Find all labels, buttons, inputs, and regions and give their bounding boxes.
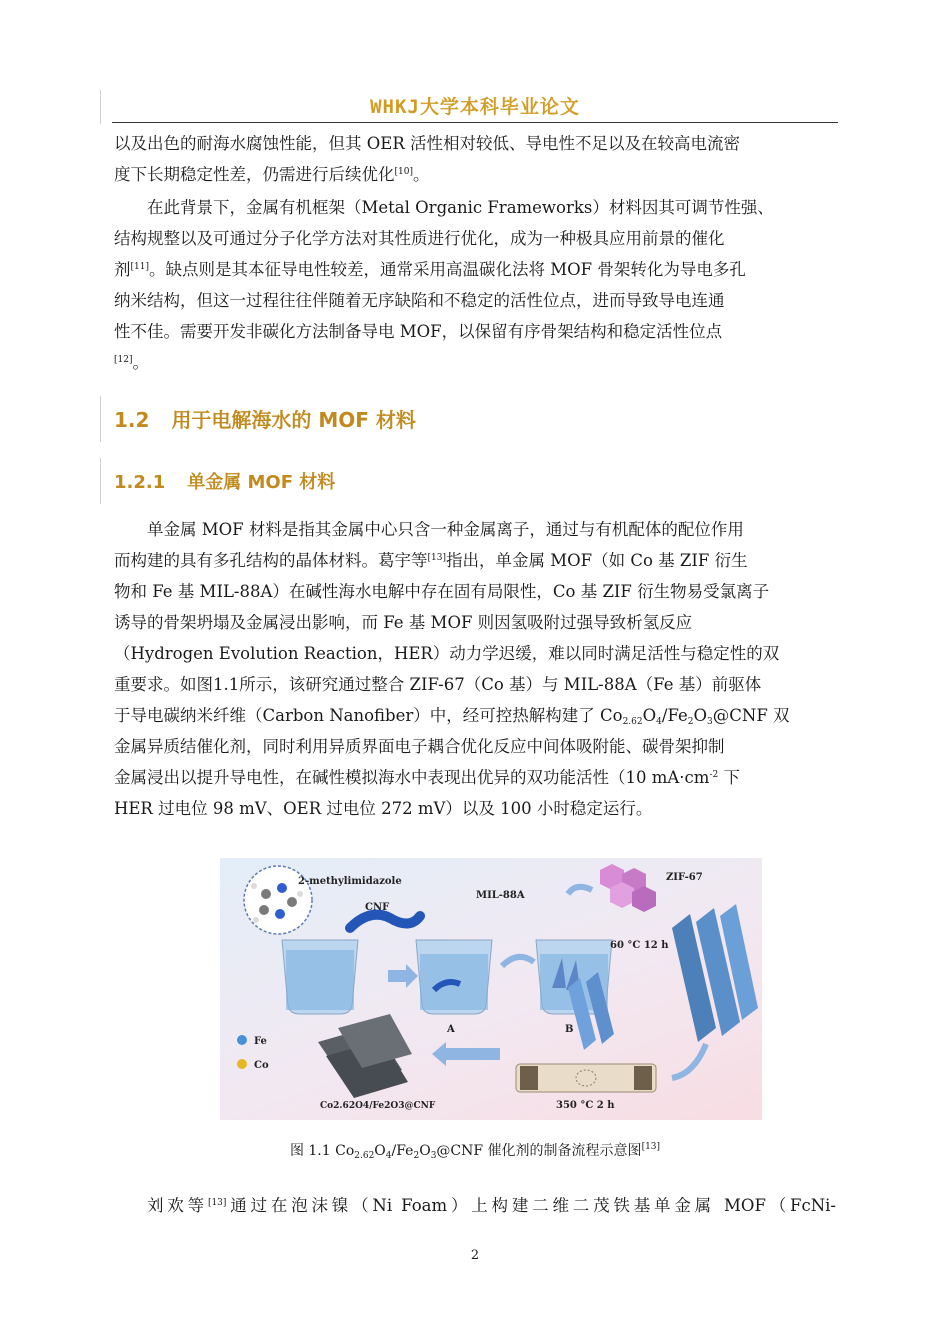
label-b: B <box>565 1024 574 1035</box>
subscript: 4 <box>385 1151 392 1161</box>
text: 以及出色的耐海水腐蚀性能，但其 OER 活性相对较低、导电性不足以及在较高电流密 <box>114 134 740 153</box>
margin-tick <box>100 90 101 124</box>
citation: [10] <box>394 167 413 177</box>
subscript: 3 <box>430 1151 437 1161</box>
text: 指出，单金属 MOF（如 Co 基 ZIF 衍生 <box>445 551 748 570</box>
page-header <box>112 92 838 123</box>
paragraph <box>114 128 836 190</box>
product-label: Co2.62O4/Fe2O3@CNF <box>320 1101 436 1111</box>
text: 。 <box>412 165 430 184</box>
temp1-label: 60 °C 12 h <box>610 940 669 951</box>
section-number: 1.2 <box>114 408 150 432</box>
text-line <box>114 762 836 793</box>
text: 结构规整以及可通过分子化学方法对其性质进行优化，成为一种极具应用前景的催化 <box>114 229 725 248</box>
methylimidazole-label: 2-methylimidazole <box>298 876 402 887</box>
text-line <box>114 254 836 285</box>
text-line <box>114 223 836 254</box>
text-line <box>114 285 836 316</box>
citation: [13] <box>207 1198 227 1208</box>
tube-furnace <box>516 1064 656 1092</box>
text-line <box>114 607 836 638</box>
fe-label: Fe <box>254 1036 267 1047</box>
beaker-1 <box>282 940 358 1014</box>
text: 下 <box>718 768 740 787</box>
margin-tick <box>100 396 101 442</box>
text-line <box>114 731 836 762</box>
text-line <box>114 545 836 576</box>
text: 剂 <box>114 260 131 279</box>
text: HER 过电位 98 mV、OER 过电位 272 mV）以及 100 小时稳定运行。 <box>114 799 653 818</box>
section-heading <box>114 404 416 433</box>
text-line <box>114 1190 836 1221</box>
text: 单金属 MOF 材料是指其金属中心只含一种金属离子，通过与有机配体的配位作用 <box>147 520 744 539</box>
subscript: 2.62 <box>354 1151 375 1161</box>
text-line <box>114 159 836 190</box>
text: O <box>693 706 708 725</box>
paragraph <box>114 192 836 378</box>
text-line <box>114 669 836 700</box>
citation: [12] <box>114 355 133 365</box>
figure-illustration <box>220 858 762 1120</box>
figure-1-1 <box>220 858 762 1120</box>
co-marker <box>237 1059 247 1069</box>
text: 纳米结构，但这一过程往往伴随着无序缺陷和不稳定的活性位点，进而导致导电连通 <box>114 291 725 310</box>
text: 度下长期稳定性差，仍需进行后续优化 <box>114 165 395 184</box>
text: O <box>374 1143 386 1159</box>
text: O <box>642 706 657 725</box>
text: 于导电碳纳米纤维（Carbon Nanofiber）中，经可控热解构建了 Co <box>114 706 623 725</box>
subscript: 2 <box>687 717 694 727</box>
text: O <box>419 1143 431 1159</box>
text: 物和 Fe 基 MIL-88A）在碱性海水电解中存在固有局限性，Co 基 ZIF 衍生物易受氯离子 <box>114 582 770 601</box>
subscript: 3 <box>707 717 713 727</box>
subscript: 2 <box>413 1151 420 1161</box>
cnf-label: CNF <box>365 902 390 913</box>
arrow-icon <box>568 887 592 894</box>
arrow-icon <box>388 964 418 988</box>
text: 在此背景下，金属有机框架（Metal Organic Frameworks）材料因其可调节性强、 <box>147 198 774 217</box>
zif67-label: ZIF-67 <box>666 872 703 883</box>
text: 通过在泡沫镍（Ni Foam）上构建二维二茂铁基单金属 MOF（FcNi- <box>226 1196 836 1215</box>
arrow-icon <box>432 1042 500 1066</box>
text-line <box>114 347 836 378</box>
paragraph <box>114 514 836 824</box>
text: 金属异质结催化剂，同时利用异质界面电子耦合优化反应中间体吸附能、碳骨架抑制 <box>114 737 725 756</box>
subsection-title: 单金属 MOF 材料 <box>187 472 336 493</box>
co-label: Co <box>254 1060 269 1071</box>
subsection-heading <box>114 468 335 494</box>
text-line <box>114 638 836 669</box>
text: 性不佳。需要开发非碳化方法制备导电 MOF，以保留有序骨架结构和稳定活性位点 <box>114 322 723 341</box>
subscript: 2.62 <box>622 717 643 727</box>
text: 诱导的骨架坍塌及金属浸出影响，而 Fe 基 MOF 则因氢吸附过强导致析氢反应 <box>114 613 693 632</box>
citation: [13] <box>427 553 446 563</box>
arrow-icon <box>672 1044 706 1078</box>
text: 。 <box>132 353 149 372</box>
legend <box>237 1035 269 1071</box>
hybrid-fibers <box>672 904 758 1042</box>
text: 而构建的具有多孔结构的晶体材料。葛宇等 <box>114 551 428 570</box>
arrow-icon <box>502 957 534 966</box>
text: /Fe <box>391 1143 414 1159</box>
page-number: 2 <box>470 1248 480 1263</box>
text-line <box>114 128 836 159</box>
product-fibers <box>318 1014 412 1098</box>
beaker-a <box>416 940 492 1014</box>
text: 。缺点则是其本征导电性较差，通常采用高温碳化法将 MOF 骨架转化为导电多孔 <box>148 260 746 279</box>
temp2-label: 350 °C 2 h <box>556 1100 615 1111</box>
text: 金属浸出以提升导电性，在碱性模拟海水中表现出优异的双功能活性（10 mA·cm <box>114 768 710 787</box>
label-a: A <box>447 1024 455 1035</box>
citation: [13] <box>641 1142 661 1152</box>
cnf-fiber-icon <box>350 915 420 928</box>
section-title: 用于电解海水的 MOF 材料 <box>171 408 416 432</box>
zif67-crystals <box>600 864 656 912</box>
text: @CNF 催化剂的制备流程示意图 <box>436 1143 642 1159</box>
subscript: 4 <box>656 717 662 727</box>
citation: [11] <box>130 262 149 272</box>
figure-caption <box>0 1140 950 1160</box>
mil88a-label: MIL-88A <box>476 890 525 901</box>
text-line <box>114 576 836 607</box>
subsection-number: 1.2.1 <box>114 472 166 493</box>
fe-marker <box>237 1035 247 1045</box>
superscript: -2 <box>709 770 719 780</box>
text: 图 1.1 Co <box>289 1143 355 1159</box>
text: （Hydrogen Evolution Reaction，HER）动力学迟缓，难以同时满足活性与稳定性的双 <box>114 644 780 663</box>
text: @CNF 双 <box>712 706 790 725</box>
margin-tick <box>100 458 101 504</box>
text-line <box>114 514 836 545</box>
header-title: WHKJ大学本科毕业论文 <box>370 96 580 118</box>
text: 重要求。如图1.1所示，该研究通过整合 ZIF-67（Co 基）与 MIL-88A（Fe 基）前驱体 <box>114 675 762 694</box>
text-line <box>114 700 836 731</box>
text: /Fe <box>661 706 688 725</box>
text-line <box>114 316 836 347</box>
text: 刘欢等 <box>147 1196 208 1215</box>
text-line <box>114 793 836 824</box>
text-line <box>114 192 836 223</box>
paragraph <box>114 1190 836 1221</box>
